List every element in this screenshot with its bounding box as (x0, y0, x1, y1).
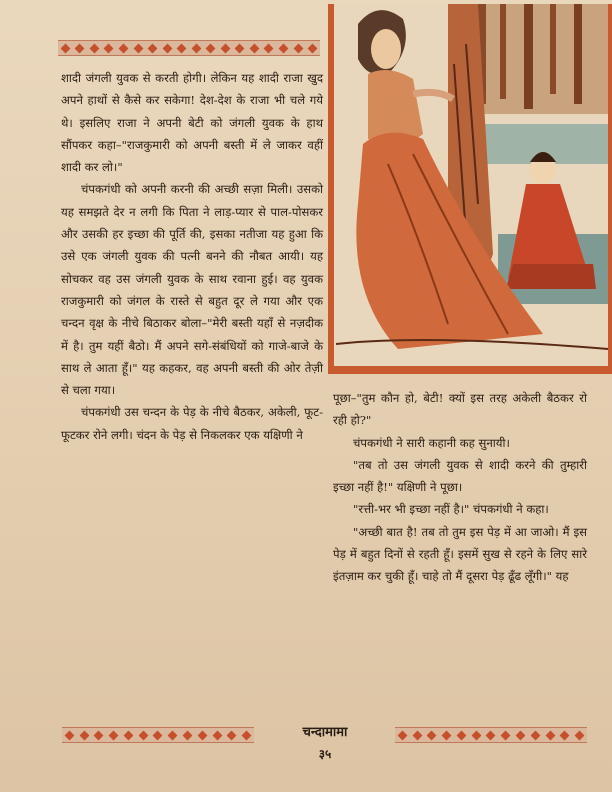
paragraph: पूछा–"तुम कौन हो, बेटी! क्यों इस तरह अकेली बैठकर रो रही हो?" (333, 391, 587, 428)
story-illustration (328, 4, 612, 374)
paragraph: चंपकगंधी उस चन्दन के पेड़ के नीचे बैठकर, अकेली, फूट-फूटकर रोने लगी। चंदन के पेड़ से निकलकर एक यक्षिणी ने (61, 405, 323, 442)
paragraph: चंपकगंधी को अपनी करनी की अच्छी सज़ा मिली। उसको यह समझते देर न लगी कि पिता ने लाड़-प्यार से पाल-पोसकर और उसकी हर इच्छा की पूर्ति की, इसका नतीजा यह हुआ कि उसे एक जंगली युवक की पत्नी बनने की नौबत आयी। यह सोचकर वह उस जंगली युवक के साथ रवाना हुई। वह युवक राजकुमारी को जंगल के रास्ते से बहुत दूर ले गया और एक चन्दन वृक्ष के नीचे बिठाकर बोला–"मेरी बस्ती यहाँ से नज़दीक में है। तुम यहीं बैठो। मैं अपने सगे-संबंधियों को गाजे-बाजे के साथ ले आता हूँ।" यह कहकर, वह अपनी बस्ती की ओर तेज़ी से चला गया। (61, 182, 323, 398)
paragraph: चंपकगंधी ने सारी कहानी कह सुनायी। (353, 435, 510, 450)
magazine-title: चन्दामामा (302, 725, 348, 740)
bottom-left-decorative-border (62, 727, 254, 743)
right-text-column (333, 387, 587, 588)
illustration-drawing (328, 4, 612, 374)
left-text-column (61, 67, 323, 446)
paragraph: "अच्छी बात है! तब तो तुम इस पेड़ में आ जाओ। मैं इस पेड़ में बहुत दिनों से रहती हूँ। इसमें सुख से रहने के लिए सारे इंतज़ाम कर चुकी हूँ। चाहे तो मैं दूसरा पेड़ ढूँढ लूँगी।" यह (333, 524, 587, 584)
page-number: ३५ (318, 747, 332, 761)
bottom-right-decorative-border (395, 727, 587, 743)
top-decorative-border (58, 40, 320, 56)
paragraph: शादी जंगली युवक से करती होगी। लेकिन यह शादी राजा खुद अपने हाथों से कैसे कर सकेगा! देश-देश के राजा भी चले गये थे। इसलिए राजा ने अपनी बेटी को जंगली युवक के हाथ सौंपकर कहा–"राजकुमारी को अपनी बस्ती में ले जाकर वहीं शादी कर लो।" (61, 71, 323, 175)
paragraph: "तब तो उस जंगली युवक से शादी करने की तुम्हारी इच्छा नहीं है!" यक्षिणी ने पूछा। (333, 457, 587, 495)
paragraph: "रत्ती-भर भी इच्छा नहीं है।" चंपकगंधी ने कहा। (353, 502, 549, 517)
